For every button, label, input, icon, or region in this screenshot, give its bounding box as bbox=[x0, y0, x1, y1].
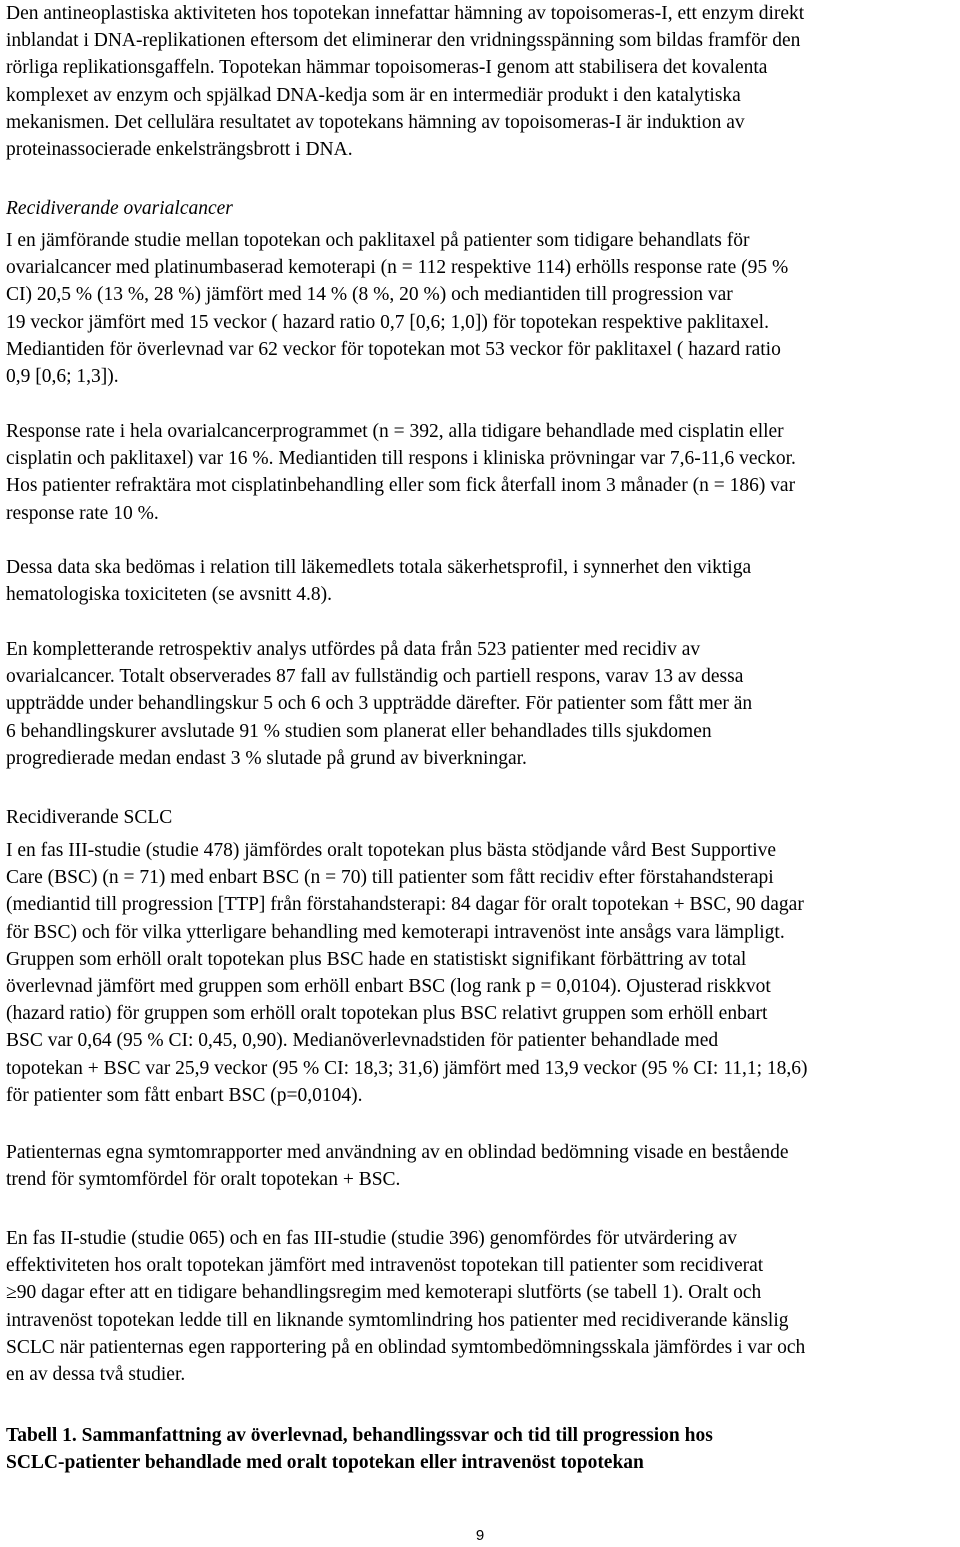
text-line: cisplatin och paklitaxel) var 16 %. Mediantiden till respons i kliniska prövningar var 7,6-11,6 veckor. bbox=[6, 448, 796, 470]
text-line: Hos patienter refraktära mot cisplatinbehandling eller som fick återfall inom 3 månader (n = 186) var bbox=[6, 475, 796, 497]
ovarian-paragraph-2 bbox=[6, 418, 796, 527]
text-line: I en fas III-studie (studie 478) jämfördes oralt topotekan plus bästa stödjande vård Best Supportive bbox=[6, 840, 777, 861]
text-line: BSC var 0,64 (95 % CI: 0,45, 0,90). Medianöverlevnadstiden för patienter behandlade med bbox=[6, 1030, 719, 1052]
text-line: mekanismen. Det cellulära resultatet av topotekans hämning av topoisomeras-I är induktion av bbox=[6, 111, 745, 133]
section-heading-ovarian: Recidiverande ovarialcancer bbox=[6, 198, 233, 219]
text-line: 19 veckor jämfört med 15 veckor ( hazard ratio 0,7 [0,6; 1,0]) för topotekan respektive paklitaxel. bbox=[6, 311, 769, 333]
text-line: Response rate i hela ovarialcancerprogrammet (n = 392, alla tidigare behandlade med cisplatin eller bbox=[6, 421, 784, 442]
text-line: trend för symtomfördel för oralt topotekan + BSC. bbox=[6, 1169, 401, 1191]
text-line: inblandat i DNA-replikationen eftersom det eliminerar den vridningsspänning som bildas framför den bbox=[6, 30, 801, 52]
ovarian-section bbox=[6, 195, 233, 222]
text-line: I en jämförande studie mellan topotekan och paklitaxel på patienter som tidigare behandlats för bbox=[6, 230, 750, 251]
sclc-paragraph-1 bbox=[6, 837, 808, 1109]
text-line: ovarialcancer med platinumbaserad kemoterapi (n = 112 respektive 114) erhölls response rate (95 % bbox=[6, 257, 789, 279]
text-line: ≥90 dagar efter att en tidigare behandlingsregim med kemoterapi slutförts (se tabell 1). Oralt och bbox=[6, 1282, 762, 1304]
text-line: Den antineoplastiska aktiviteten hos topotekan innefattar hämning av topoisomeras-I, ett enzym direkt bbox=[6, 3, 805, 24]
text-line: progredierade medan endast 3 % slutade på grund av biverkningar. bbox=[6, 747, 527, 769]
text-line: Patienternas egna symtomrapporter med användning av en oblindad bedömning visade en bestående bbox=[6, 1142, 789, 1163]
text-line: intravenöst topotekan ledde till en liknande symtomlindring hos patienter med recidiverande känslig bbox=[6, 1309, 789, 1331]
text-line: Care (BSC) (n = 71) med enbart BSC (n = 70) till patienter som fått recidiv efter förstahandsterapi bbox=[6, 867, 774, 889]
text-line: topotekan + BSC var 25,9 veckor (95 % CI: 18,3; 31,6) jämfört med 13,9 veckor (95 % CI: 11,1; 18,6) bbox=[6, 1057, 808, 1079]
text-line: Mediantiden för överlevnad var 62 veckor för topotekan mot 53 veckor för paklitaxel ( hazard ratio bbox=[6, 338, 781, 360]
text-line: Gruppen som erhöll oralt topotekan plus BSC hade en statistiskt signifikant förbättring av total bbox=[6, 948, 747, 970]
sclc-section bbox=[6, 804, 172, 831]
text-line: ovarialcancer. Totalt observerades 87 fall av fullständig och partiell respons, varav 13 av dessa bbox=[6, 666, 744, 688]
text-line: En kompletterande retrospektiv analys utfördes på data från 523 patienter med recidiv av bbox=[6, 639, 701, 660]
text-line: komplexet av enzym och spjälkad DNA-kedja som är en intermediär produkt i den katalytiska bbox=[6, 84, 741, 106]
text-line: proteinassocierade enkelsträngsbrott i DNA. bbox=[6, 138, 353, 160]
text-line: (mediantid till progression [TTP] från förstahandsterapi: 84 dagar för oralt topotekan + BSC, 90 dagar bbox=[6, 894, 804, 916]
text-line: för patienter som fått enbart BSC (p=0,0104). bbox=[6, 1084, 363, 1106]
text-line: hematologiska toxiciteten (se avsnitt 4.8). bbox=[6, 584, 333, 606]
table-title-line: Tabell 1. Sammanfattning av överlevnad, behandlingssvar och tid till progression hos bbox=[6, 1425, 713, 1446]
text-line: response rate 10 %. bbox=[6, 502, 159, 524]
text-line: SCLC när patienternas egen rapportering på en oblindad symtombedömningsskala jämfördes i var och bbox=[6, 1336, 806, 1358]
text-line: (hazard ratio) för gruppen som erhöll oralt topotekan plus BSC relativt gruppen som erhöll enbart bbox=[6, 1003, 768, 1025]
text-line: 6 behandlingskurer avslutade 91 % studien som planerat eller behandlades tills sjukdomen bbox=[6, 720, 712, 742]
sclc-paragraph-3 bbox=[6, 1225, 805, 1388]
ovarian-paragraph-4 bbox=[6, 636, 752, 772]
text-line: rörliga replikationsgaffeln. Topotekan hämmar topoisomeras-I genom att stabilisera det kovalenta bbox=[6, 57, 768, 79]
intro-paragraph bbox=[6, 0, 804, 163]
text-line: effektiviteten hos oralt topotekan jämfört med intravenöst topotekan till patienter som recidiverat bbox=[6, 1255, 764, 1277]
table-title bbox=[6, 1422, 713, 1476]
ovarian-paragraph-1 bbox=[6, 227, 788, 390]
table-title-line: SCLC-patienter behandlade med oralt topotekan eller intravenöst topotekan bbox=[6, 1452, 644, 1474]
section-heading-sclc: Recidiverande SCLC bbox=[6, 807, 173, 828]
text-line: 0,9 [0,6; 1,3]). bbox=[6, 365, 119, 387]
text-line: för BSC) och för vilka ytterligare behandling med kemoterapi intravenöst inte ansågs vara lämpligt. bbox=[6, 921, 785, 943]
text-line: en av dessa två studier. bbox=[6, 1363, 186, 1385]
text-line: En fas II-studie (studie 065) och en fas III-studie (studie 396) genomfördes för utvärdering av bbox=[6, 1228, 738, 1249]
ovarian-paragraph-3 bbox=[6, 554, 751, 608]
text-line: uppträdde under behandlingskur 5 och 6 och 3 uppträdde därefter. För patienter som fått mer än bbox=[6, 693, 753, 715]
text-line: CI) 20,5 % (13 %, 28 %) jämfört med 14 % (8 %, 20 %) och mediantiden till progression var bbox=[6, 284, 733, 306]
sclc-paragraph-2 bbox=[6, 1139, 788, 1193]
text-line: Dessa data ska bedömas i relation till läkemedlets totala säkerhetsprofil, i synnerhet den viktiga bbox=[6, 557, 752, 578]
text-line: överlevnad jämfört med gruppen som erhöll enbart BSC (log rank p = 0,0104). Ojusterad riskkvot bbox=[6, 975, 771, 997]
page-number: 9 bbox=[475, 1527, 485, 1544]
